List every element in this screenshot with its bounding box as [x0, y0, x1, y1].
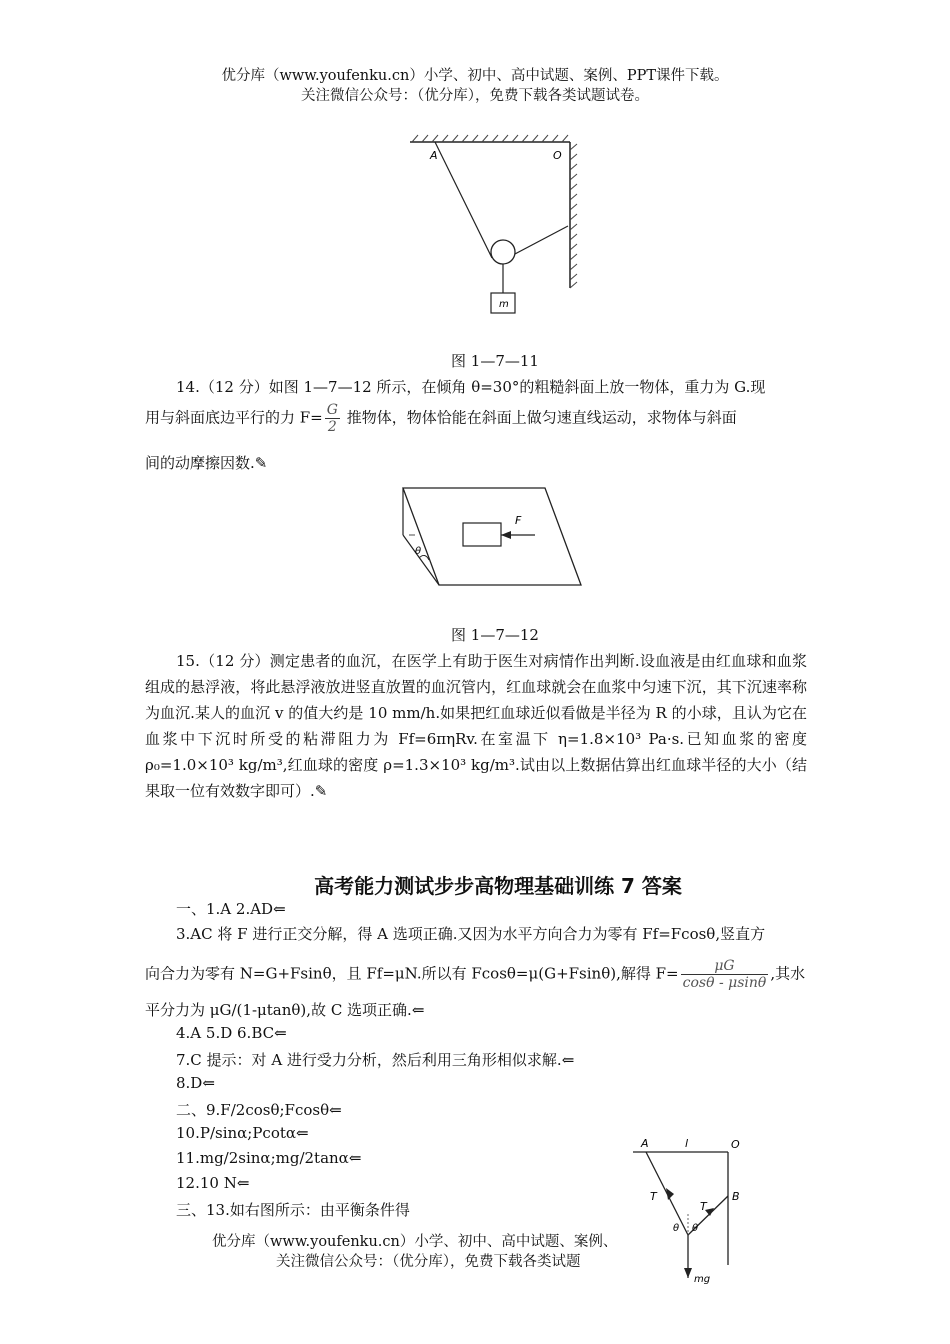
- answer-12-text: 12.10 N: [176, 1174, 237, 1192]
- figure-1-7-12: [395, 480, 595, 595]
- label-theta1: θ: [673, 1223, 680, 1234]
- answer-3-fraction: [681, 958, 769, 991]
- answer-9-text: 二、9.F/2cosθ;Fcosθ: [176, 1101, 330, 1119]
- edit-mark-icon: ✎: [254, 454, 268, 472]
- answer-3-line-2: [145, 958, 805, 991]
- return-mark-icon: ⇐: [296, 1124, 309, 1142]
- answer-13: 三、13.如右图所示：由平衡条件得: [176, 1201, 410, 1219]
- figure-1-7-11: [400, 130, 590, 320]
- return-mark-icon: ⇐: [274, 1024, 287, 1042]
- header-line-1: 优分库（www.youfenku.cn）小学、初中、高中试题、案例、PPT课件下载。: [221, 68, 729, 84]
- q15-paragraph: [145, 648, 807, 804]
- answer-3-line-3: [145, 999, 424, 1020]
- label-m: m: [499, 299, 509, 310]
- return-mark-icon: ⇐: [329, 1101, 342, 1119]
- edit-mark-icon: ✎: [314, 782, 328, 800]
- answer-3-line-3-text: 平分力为 μG/(1-μtanθ),故 C 选项正确.: [145, 1001, 412, 1019]
- q14-line-3: [145, 452, 267, 473]
- answer-10: [176, 1124, 309, 1142]
- label-t1: T: [650, 1190, 657, 1203]
- label-theta2: θ: [692, 1223, 699, 1234]
- label-f: F: [515, 514, 522, 527]
- answer-1-text: 一、1.A 2.AD: [176, 900, 274, 918]
- q14-line-1: 14.（12 分）如图 1—7—12 所示，在倾角 θ=30°的粗糙斜面上放一物体，重力为 G.现: [176, 378, 766, 396]
- return-mark-icon: ⇐: [348, 1149, 362, 1167]
- figure-caption-12: 图 1—7—12: [451, 626, 539, 644]
- answers-title: 高考能力测试步步高物理基础训练 7 答案: [314, 874, 682, 898]
- answer-8-text: 8.D: [176, 1074, 203, 1092]
- q14-line-2a: 用与斜面底边平行的力 F=: [145, 408, 323, 427]
- return-mark-icon: ⇐: [202, 1074, 215, 1092]
- answer-11-text: 11.mg/2sinα;mg/2tanα: [176, 1149, 349, 1167]
- label-b: B: [732, 1190, 740, 1203]
- answer-12: [176, 1174, 249, 1192]
- footer-line-1: 优分库（www.youfenku.cn）小学、初中、高中试题、案例、: [212, 1234, 618, 1250]
- footer-line-2: 关注微信公众号：（优分库），免费下载各类试题: [276, 1254, 581, 1270]
- q14-line-2b: 推物体，物体恰能在斜面上做匀速直线运动，求物体与斜面: [341, 408, 737, 427]
- q14-line-3-text: 间的动摩擦因数.: [145, 454, 255, 472]
- label-o: O: [731, 1138, 740, 1151]
- label-a: A: [430, 149, 438, 162]
- answer-9: [176, 1099, 342, 1120]
- figure-caption-11: 图 1—7—11: [451, 352, 539, 370]
- answer-8: [176, 1074, 215, 1092]
- answer-10-text: 10.P/sinα;Pcotα: [176, 1124, 297, 1142]
- label-a: A: [641, 1137, 649, 1150]
- label-o: O: [553, 149, 562, 162]
- header-line-2: 关注微信公众号：（优分库），免费下载各类试题试卷。: [301, 88, 649, 104]
- answer-3-line-2b: ,其水: [770, 964, 806, 983]
- return-mark-icon: ⇐: [236, 1174, 250, 1192]
- return-mark-icon: ⇐: [273, 900, 286, 918]
- q14-frac-num: G: [326, 402, 338, 418]
- answer-3-line-2a: 向合力为零有 N=G+Fsinθ，且 Ff=μN.所以有 Fcosθ=μ(G+Fsinθ),解得 F=: [145, 964, 679, 983]
- label-t2: T: [700, 1200, 707, 1213]
- label-theta: θ: [415, 546, 422, 557]
- answer-11: [176, 1149, 361, 1167]
- label-l: l: [685, 1137, 689, 1150]
- answer-7: [176, 1049, 574, 1070]
- return-mark-icon: ⇐: [411, 1001, 425, 1019]
- q14-line-2: [145, 402, 737, 435]
- q14-frac-den: 2: [327, 419, 337, 435]
- figure-answer-13: [628, 1130, 763, 1290]
- answer-3-frac-num: μG: [681, 958, 769, 975]
- label-mg: mg: [694, 1274, 711, 1285]
- q15-text: 15.（12 分）测定患者的血沉，在医学上有助于医生对病情作出判断.设血液是由红血球和血浆组成的悬浮液，将此悬浮液放进竖直放置的血沉管内，红血球就会在血浆中匀速下沉，其下沉速率称为血沉.某人的血沉 v 的值大约是 10 mm/h.如果把红血球近似看做是半径为 R 的小球，且认为它在血浆中下沉时所受的粘滞阻力为 Ff=6πηRv.在室温下 η=1.8×10³ Pa·s.已知血浆的密度 ρ₀=1.0×10³ kg/m³,红血球的密度 ρ=1.3×10³ kg/m³.试由以上数据估算出红血球半径的大小（结果取一位有效数字即可）.: [145, 652, 807, 800]
- answer-3-frac-den: cosθ - μsinθ: [682, 975, 767, 991]
- answer-7-text: 7.C 提示：对 A 进行受力分析，然后利用三角形相似求解.: [176, 1051, 562, 1069]
- answer-3-line-1: 3.AC 将 F 进行正交分解，得 A 选项正确.又因为水平方向合力为零有 Ff=Fcosθ,竖直方: [176, 925, 766, 943]
- answer-1: [176, 898, 286, 919]
- answer-4-text: 4.A 5.D 6.BC: [176, 1024, 275, 1042]
- q14-fraction: [325, 402, 340, 435]
- answer-4: [176, 1024, 287, 1042]
- return-mark-icon: ⇐: [561, 1051, 575, 1069]
